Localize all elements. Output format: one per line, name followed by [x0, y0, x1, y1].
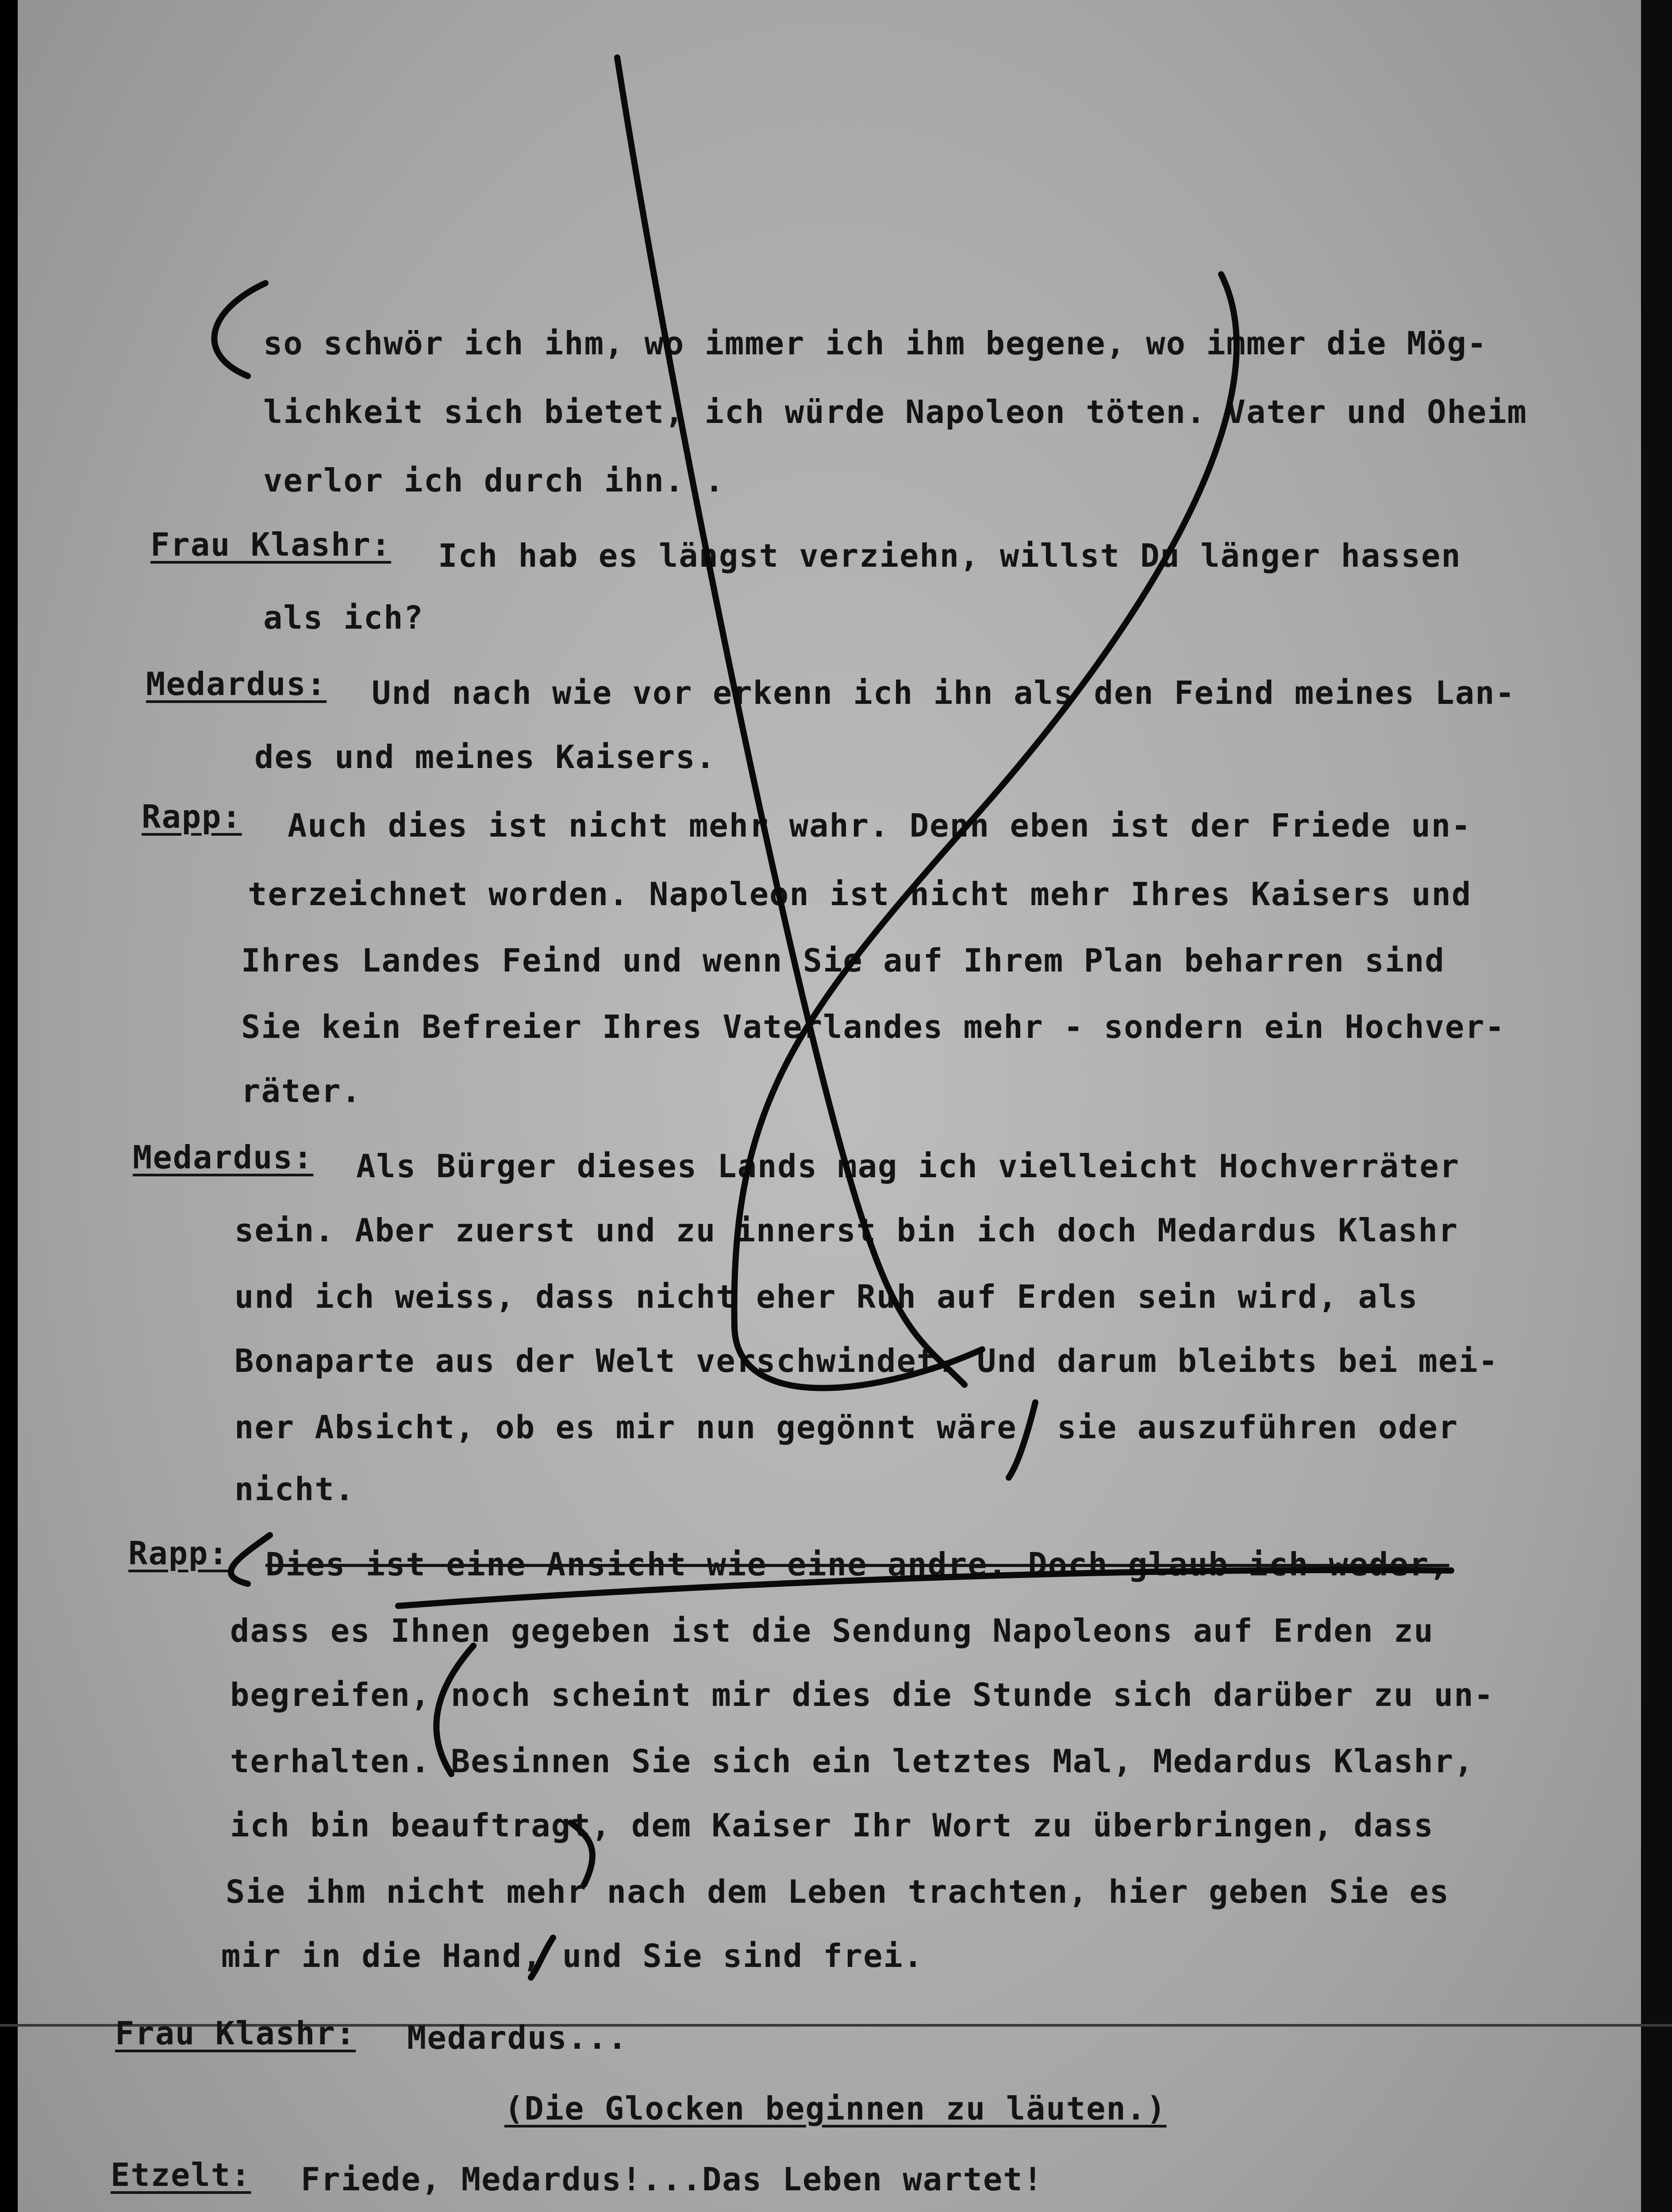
deletion-stroke [617, 58, 965, 1385]
text-line: Auch dies ist nicht mehr wahr. Denn eben ist der Friede un- [288, 807, 1472, 844]
speaker-label: Etzelt: [111, 2156, 251, 2193]
speaker-label: Rapp: [128, 1535, 229, 1572]
text-line: Sie ihm nicht mehr nach dem Leben trachten, hier geben Sie es [226, 1873, 1450, 1910]
deletion-curve [436, 1646, 473, 1774]
struck-text-line: Dies ist eine Ansicht wie eine andre. Doch glaub ich weder, [265, 1546, 1449, 1583]
text-line: Medardus... [407, 2019, 628, 2056]
deletion-line [398, 1570, 1451, 1606]
insertion-bracket [231, 1535, 270, 1584]
deletion-check [571, 1823, 592, 1885]
text-line: als ich? [263, 599, 424, 636]
text-line: ich bin beauftragt, dem Kaiser Ihr Wort zu überbringen, dass [230, 1807, 1434, 1844]
text-line: nicht. [234, 1471, 355, 1508]
text-line: und ich weiss, dass nicht eher Ruh auf Erden sein wird, als [234, 1278, 1418, 1315]
text-line: Sie kein Befreier Ihres Vaterlandes mehr - sondern ein Hochver- [241, 1008, 1505, 1045]
text-line: Ich hab es längst verziehn, willst Du länger hassen [438, 537, 1461, 574]
text-line: Friede, Medardus!...Das Leben wartet! [301, 2161, 1043, 2198]
deletion-loop [734, 274, 1237, 1388]
speaker-label: Medardus: [133, 1139, 314, 1176]
text-line: des und meines Kaisers. [254, 738, 716, 776]
text-line: Ihres Landes Feind und wenn Sie auf Ihrem Plan beharren sind [241, 942, 1445, 979]
text-line: Und nach wie vor erkenn ich ihn als den Feind meines Lan- [372, 674, 1515, 711]
text-line: verlor ich durch ihn... [263, 462, 725, 499]
comma-mark [531, 1938, 553, 1978]
opening-bracket [214, 283, 265, 376]
text-line: mir in die Hand, und Sie sind frei. [221, 1937, 924, 1974]
text-line: ner Absicht, ob es mir nun gegönnt wäre, sie auszuführen oder [234, 1409, 1459, 1446]
text-line: terzeichnet worden. Napoleon ist nicht mehr Ihres Kaisers und [248, 876, 1472, 913]
text-line: räter. [241, 1072, 362, 1110]
text-line: lichkeit sich bietet, ich würde Napoleon töten. Vater und Oheim [263, 393, 1527, 430]
text-line: Bonaparte aus der Welt verschwindet. Und darum bleibts bei mei- [234, 1342, 1499, 1379]
speaker-label: Medardus: [146, 665, 327, 703]
speaker-label: Rapp: [142, 798, 242, 835]
text-line: so schwör ich ihm, wo immer ich ihm begene, wo immer die Mög- [263, 325, 1488, 362]
text-line: begreifen, noch scheint mir dies die Stunde sich darüber zu un- [230, 1676, 1494, 1713]
text-line: terhalten. Besinnen Sie sich ein letztes Mal, Medardus Klashr, [230, 1743, 1474, 1780]
text-line: dass es Ihnen gegeben ist die Sendung Napoleons auf Erden zu [230, 1612, 1434, 1649]
deletion-hook [1009, 1402, 1035, 1478]
speaker-label: Frau Klashr: [115, 2015, 356, 2052]
speaker-label: Frau Klashr: [150, 526, 392, 563]
text-line: Als Bürger dieses Lands mag ich vielleicht Hochverräter [356, 1148, 1460, 1185]
stage-direction: (Die Glocken beginnen zu läuten.) [504, 2090, 1167, 2127]
text-line: sein. Aber zuerst und zu innerst bin ich doch Medardus Klashr [234, 1212, 1459, 1249]
